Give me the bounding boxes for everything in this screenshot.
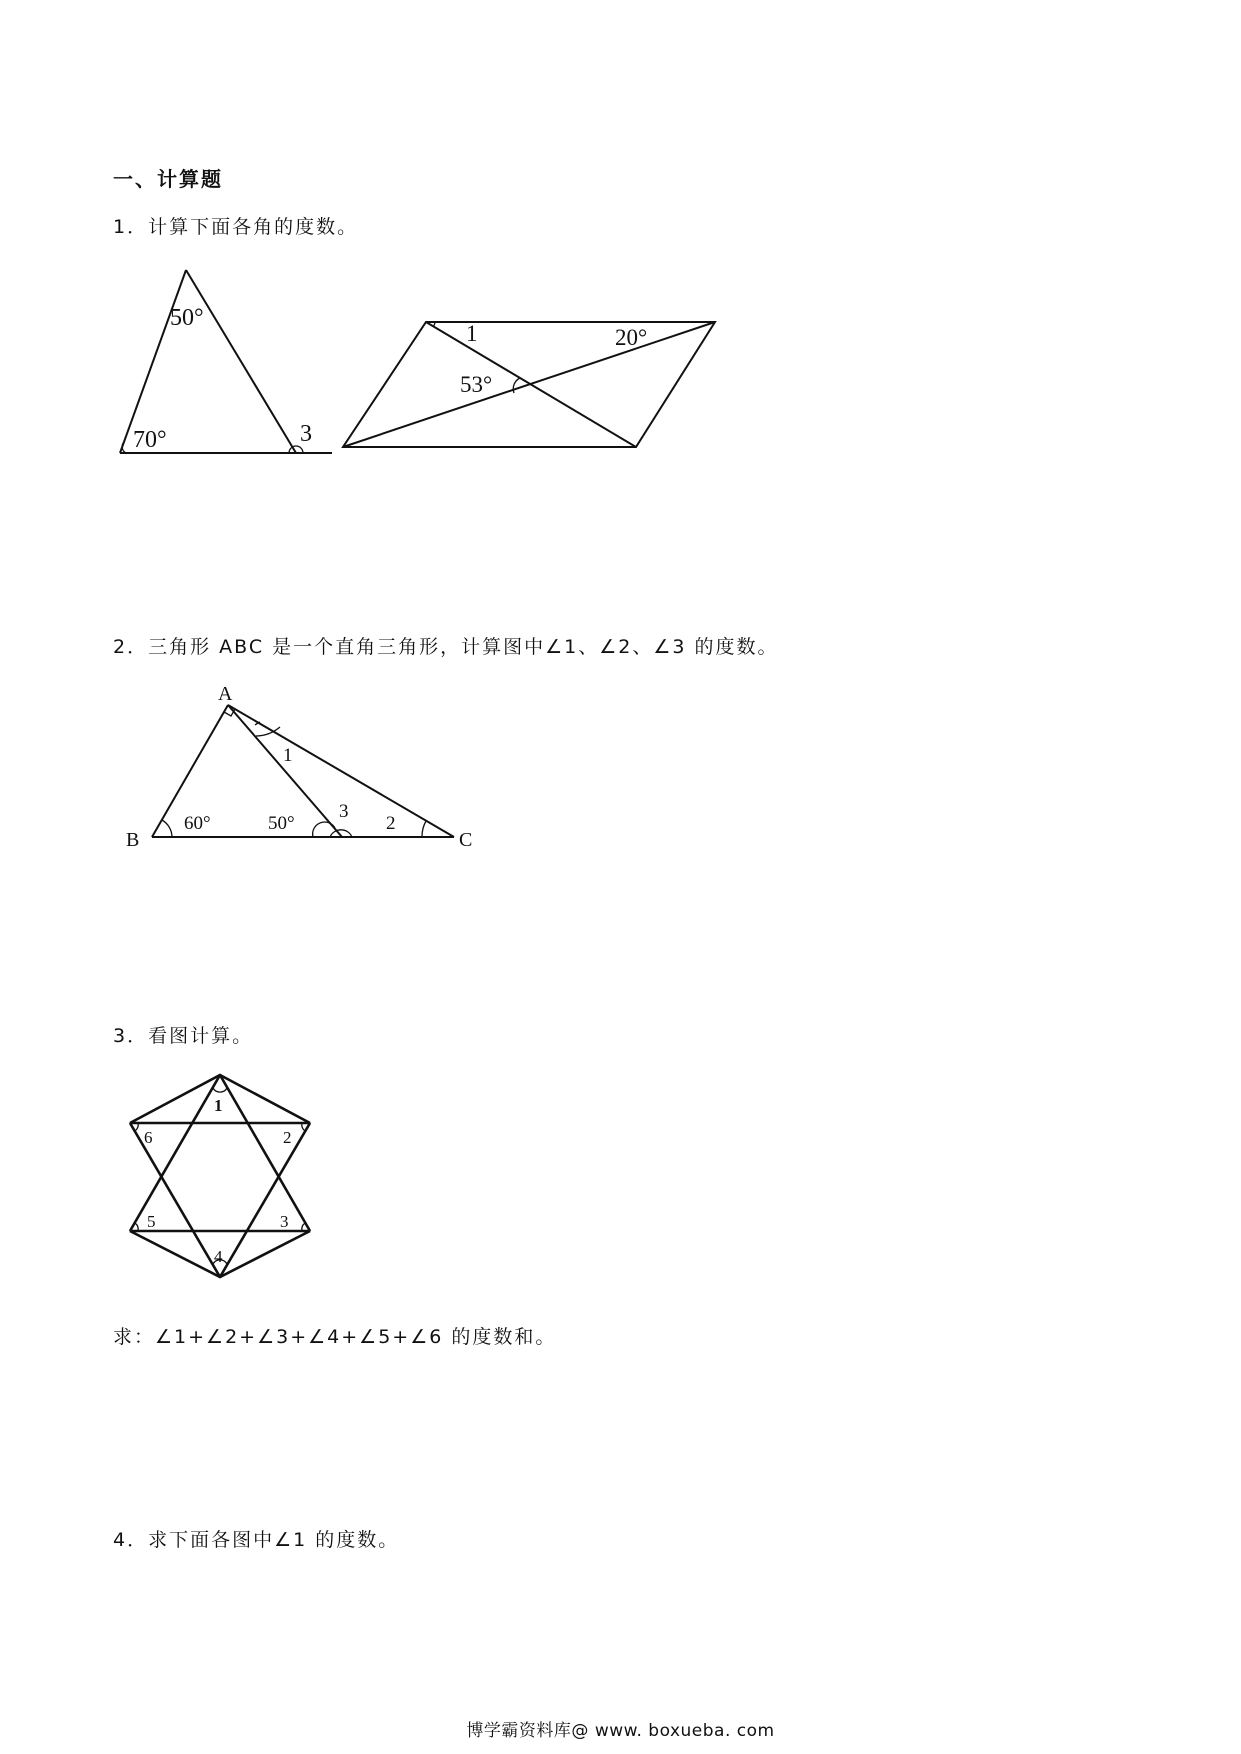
question-4 — [113, 1525, 399, 1552]
angle-label-60: 60° — [184, 813, 211, 834]
vertex-label-a: A — [218, 683, 233, 705]
angle-label-20: 20° — [615, 325, 648, 350]
question-text: 计算下面各角的度数。 — [148, 216, 359, 238]
angle-label-3: 3 — [339, 801, 349, 822]
angle-arc-1 — [213, 1088, 227, 1092]
angle-label-50: 50° — [268, 813, 295, 834]
angle-label-2: 2 — [386, 813, 396, 834]
question-text: 求下面各图中∠1 的度数。 — [148, 1529, 400, 1551]
question-number: 4． — [113, 1529, 149, 1551]
angle-label-4: 4 — [214, 1247, 223, 1266]
question-text: 三角形 ABC 是一个直角三角形，计算图中∠1、∠2、∠3 的度数。 — [148, 636, 779, 658]
angle-label-3: 3 — [280, 1212, 289, 1231]
angle-label-5: 5 — [147, 1212, 156, 1231]
angle-label-50: 50° — [170, 305, 204, 331]
angle-label-70: 70° — [133, 427, 167, 453]
section-title: 一、计算题 — [113, 167, 223, 191]
vertex-label-c: C — [459, 829, 473, 851]
footer-watermark: 博学霸资料库@ www. boxueba. com — [466, 1721, 775, 1741]
angle-label-1: 1 — [466, 321, 478, 346]
angle-label-6: 6 — [144, 1128, 153, 1147]
angle-label-2: 2 — [283, 1128, 292, 1147]
angle-label-3: 3 — [300, 421, 312, 447]
angle-label-1: 1 — [283, 745, 293, 766]
question-text: 看图计算。 — [148, 1025, 254, 1047]
question-number: 1． — [113, 216, 149, 238]
question-number: 3． — [113, 1025, 149, 1047]
question-3-sub: 求：∠1+∠2+∠3+∠4+∠5+∠6 的度数和。 — [113, 1326, 557, 1348]
question-number: 2． — [113, 636, 149, 658]
vertex-label-b: B — [126, 829, 140, 851]
angle-label-1: 1 — [214, 1096, 223, 1115]
angle-label-53: 53° — [460, 372, 493, 397]
